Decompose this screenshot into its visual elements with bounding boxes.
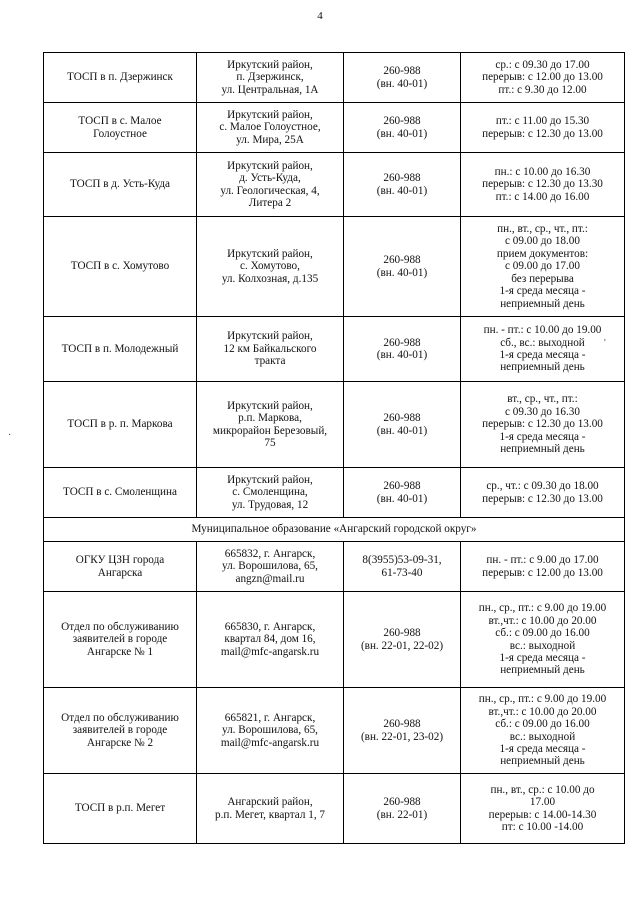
office-name: Отдел по обслуживанию заявителей в городе Ангарске № 1 xyxy=(44,592,197,688)
office-phone: 260-988 (вн. 40-01) xyxy=(344,317,461,382)
office-schedule: пн., ср., пт.: с 9.00 до 19.00 вт.,чт.: с 10.00 до 20.00 сб.: с 09.00 до 16.00 вс.: выходной 1-я среда месяца - неприемный день xyxy=(461,592,625,688)
table-row xyxy=(44,217,625,317)
section-title: Муниципальное образование «Ангарский городской округ» xyxy=(44,518,625,542)
office-name: ОГКУ ЦЗН города Ангарска xyxy=(44,542,197,592)
office-name: ТОСП в с. Хомутово xyxy=(44,217,197,317)
office-phone: 260-988 (вн. 22-01, 23-02) xyxy=(344,688,461,774)
table-row xyxy=(44,468,625,518)
office-name: ТОСП в д. Усть-Куда xyxy=(44,153,197,217)
office-phone: 260-988 (вн. 40-01) xyxy=(344,382,461,468)
office-schedule: пн. - пт.: с 9.00 до 17.00 перерыв: с 12.00 до 13.00 xyxy=(461,542,625,592)
office-name: Отдел по обслуживанию заявителей в городе Ангарске № 2 xyxy=(44,688,197,774)
office-schedule-table xyxy=(43,52,625,844)
table-row xyxy=(44,688,625,774)
table-row xyxy=(44,103,625,153)
office-phone: 260-988 (вн. 40-01) xyxy=(344,153,461,217)
office-phone: 260-988 (вн. 40-01) xyxy=(344,103,461,153)
section-header-row xyxy=(44,518,625,542)
table-row xyxy=(44,382,625,468)
office-name: ТОСП в р. п. Маркова xyxy=(44,382,197,468)
office-address: Иркутский район, 12 км Байкальского тракта xyxy=(197,317,344,382)
table-row xyxy=(44,53,625,103)
table-row xyxy=(44,774,625,844)
office-schedule: ср., чт.: с 09.30 до 18.00 перерыв: с 12.30 до 13.00 xyxy=(461,468,625,518)
table-row xyxy=(44,153,625,217)
office-name: ТОСП в с. Смоленщина xyxy=(44,468,197,518)
office-address: Иркутский район, д. Усть-Куда, ул. Геологическая, 4, Литера 2 xyxy=(197,153,344,217)
table-row xyxy=(44,317,625,382)
office-schedule: пн., вт., ср.: с 10.00 до 17.00 перерыв: с 14.00-14.30 пт: с 10.00 -14.00 xyxy=(461,774,625,844)
office-address: 665821, г. Ангарск, ул. Ворошилова, 65, mail@mfc-angarsk.ru xyxy=(197,688,344,774)
office-phone: 260-988 (вн. 22-01) xyxy=(344,774,461,844)
office-address: Иркутский район, с. Хомутово, ул. Колхозная, д.135 xyxy=(197,217,344,317)
office-phone: 260-988 (вн. 22-01, 22-02) xyxy=(344,592,461,688)
scan-speck: · xyxy=(8,430,12,441)
office-name: ТОСП в с. Малое Голоустное xyxy=(44,103,197,153)
office-schedule: вт., ср., чт., пт.: с 09.30 до 16.30 перерыв: с 12.30 до 13.00 1-я среда месяца - неприемный день xyxy=(461,382,625,468)
office-phone: 260-988 (вн. 40-01) xyxy=(344,217,461,317)
office-address: 665832, г. Ангарск, ул. Ворошилова, 65, angzn@mail.ru xyxy=(197,542,344,592)
table-row xyxy=(44,542,625,592)
office-address: Иркутский район, с. Малое Голоустное, ул. Мира, 25А xyxy=(197,103,344,153)
office-schedule: пн., вт., ср., чт., пт.: с 09.00 до 18.00 прием документов: с 09.00 до 17.00 без перерыва 1-я среда месяца - неприемный день xyxy=(461,217,625,317)
page-number: 4 xyxy=(317,10,323,22)
office-name: ТОСП в п. Дзержинск xyxy=(44,53,197,103)
office-schedule: пн., ср., пт.: с 9.00 до 19.00 вт.,чт.: с 10.00 до 20.00 сб.: с 09.00 до 16.00 вс.: выходной 1-я среда месяца - неприемный день xyxy=(461,688,625,774)
office-schedule: ср.: с 09.30 до 17.00 перерыв: с 12.00 до 13.00 пт.: с 9.30 до 12.00 xyxy=(461,53,625,103)
office-phone: 260-988 (вн. 40-01) xyxy=(344,53,461,103)
office-address: Ангарский район, р.п. Мегет, квартал 1, 7 xyxy=(197,774,344,844)
office-address: 665830, г. Ангарск, квартал 84, дом 16, mail@mfc-angarsk.ru xyxy=(197,592,344,688)
office-address: Иркутский район, с. Смоленщина, ул. Трудовая, 12 xyxy=(197,468,344,518)
office-schedule: пн.: с 10.00 до 16.30 перерыв: с 12.30 до 13.30 пт.: с 14.00 до 16.00 xyxy=(461,153,625,217)
office-schedule: пн. - пт.: с 10.00 до 19.00 сб., вс.: выходной 1-я среда месяца - неприемный день xyxy=(461,317,625,382)
table-row xyxy=(44,592,625,688)
office-address: Иркутский район, п. Дзержинск, ул. Центральная, 1А xyxy=(197,53,344,103)
office-phone: 8(3955)53-09-31, 61-73-40 xyxy=(344,542,461,592)
office-phone: 260-988 (вн. 40-01) xyxy=(344,468,461,518)
office-name: ТОСП в р.п. Мегет xyxy=(44,774,197,844)
office-schedule: пт.: с 11.00 до 15.30 перерыв: с 12.30 до 13.00 xyxy=(461,103,625,153)
office-address: Иркутский район, р.п. Маркова, микрорайон Березовый, 75 xyxy=(197,382,344,468)
office-name: ТОСП в п. Молодежный xyxy=(44,317,197,382)
scan-speck: ' xyxy=(604,338,606,349)
